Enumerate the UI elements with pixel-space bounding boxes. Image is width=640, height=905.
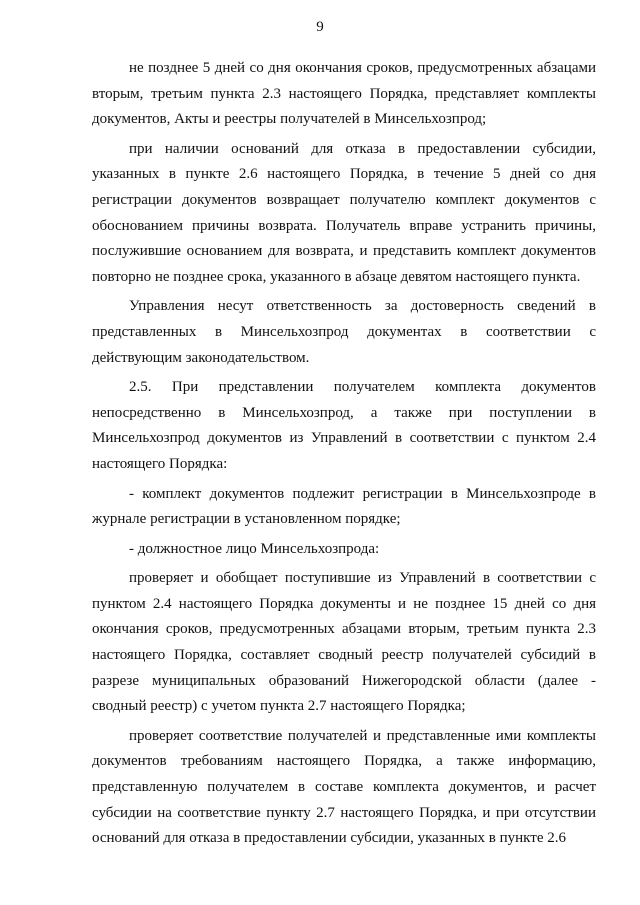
paragraph-compliance-check: проверяет соответствие получателей и представленные ими комплекты документов требованиям настоящего Порядка, а также информацию, представленную получателем в составе комплекта документов, и расчет субсидии на соответствие пункту 2.7 настоящего Порядка, и при отсутствии оснований для отказа в предоставлении субсидии, указанных в пункте 2.6 [92, 727, 596, 847]
paragraph-official: - должностное лицо Минсельхозпрода: [129, 540, 380, 557]
paragraph-registration: - комплект документов подлежит регистрации в Минсельхозпроде в журнале регистрации в установленном порядке; [92, 485, 596, 528]
paragraph-section-2-5: 2.5. При представлении получателем комплекта документов непосредственно в Минсельхозпрод, а также при поступлении в Минсельхозпрод документов из Управлений в соответствии с пунктом 2.4 настоящего Порядка: [92, 379, 596, 472]
paragraph-refusal-return: при наличии оснований для отказа в предоставлении субсидии, указанных в пункте 2.6 настоящего Порядка, в течение 5 дней со дня регистрации документов возвращает получателю комплект документов с обоснованием причины возврата. Получатель вправе устранить причины, послужившие основанием для возврата, и представить комплект документов повторно не позднее срока, указанного в абзаце девятом настоящего пункта. [92, 140, 596, 285]
paragraph-submission-deadline: не позднее 5 дней со дня окончания сроков, предусмотренных абзацами вторым, третьим пункта 2.3 настоящего Порядка, представляет комплекты документов, Акты и реестры получателей в Минсельхозпрод; [92, 60, 596, 128]
page-number: 9 [316, 19, 324, 35]
document-body [92, 56, 596, 852]
paragraph-responsibility: Управления несут ответственность за достоверность сведений в представленных в Минсельхозпрод документах в соответствии с действующим законодательством. [92, 298, 596, 366]
paragraph-consolidated-registry: проверяет и обобщает поступившие из Управлений в соответствии с пунктом 2.4 настоящего Порядка документы и не позднее 15 дней со дня окончания сроков, предусмотренных абзацами вторым, третьим пункта 2.3 настоящего Порядка, составляет сводный реестр получателей субсидий в разрезе муниципальных образований Нижегородской области (далее - сводный реестр) с учетом пункта 2.7 настоящего Порядка; [92, 570, 596, 715]
